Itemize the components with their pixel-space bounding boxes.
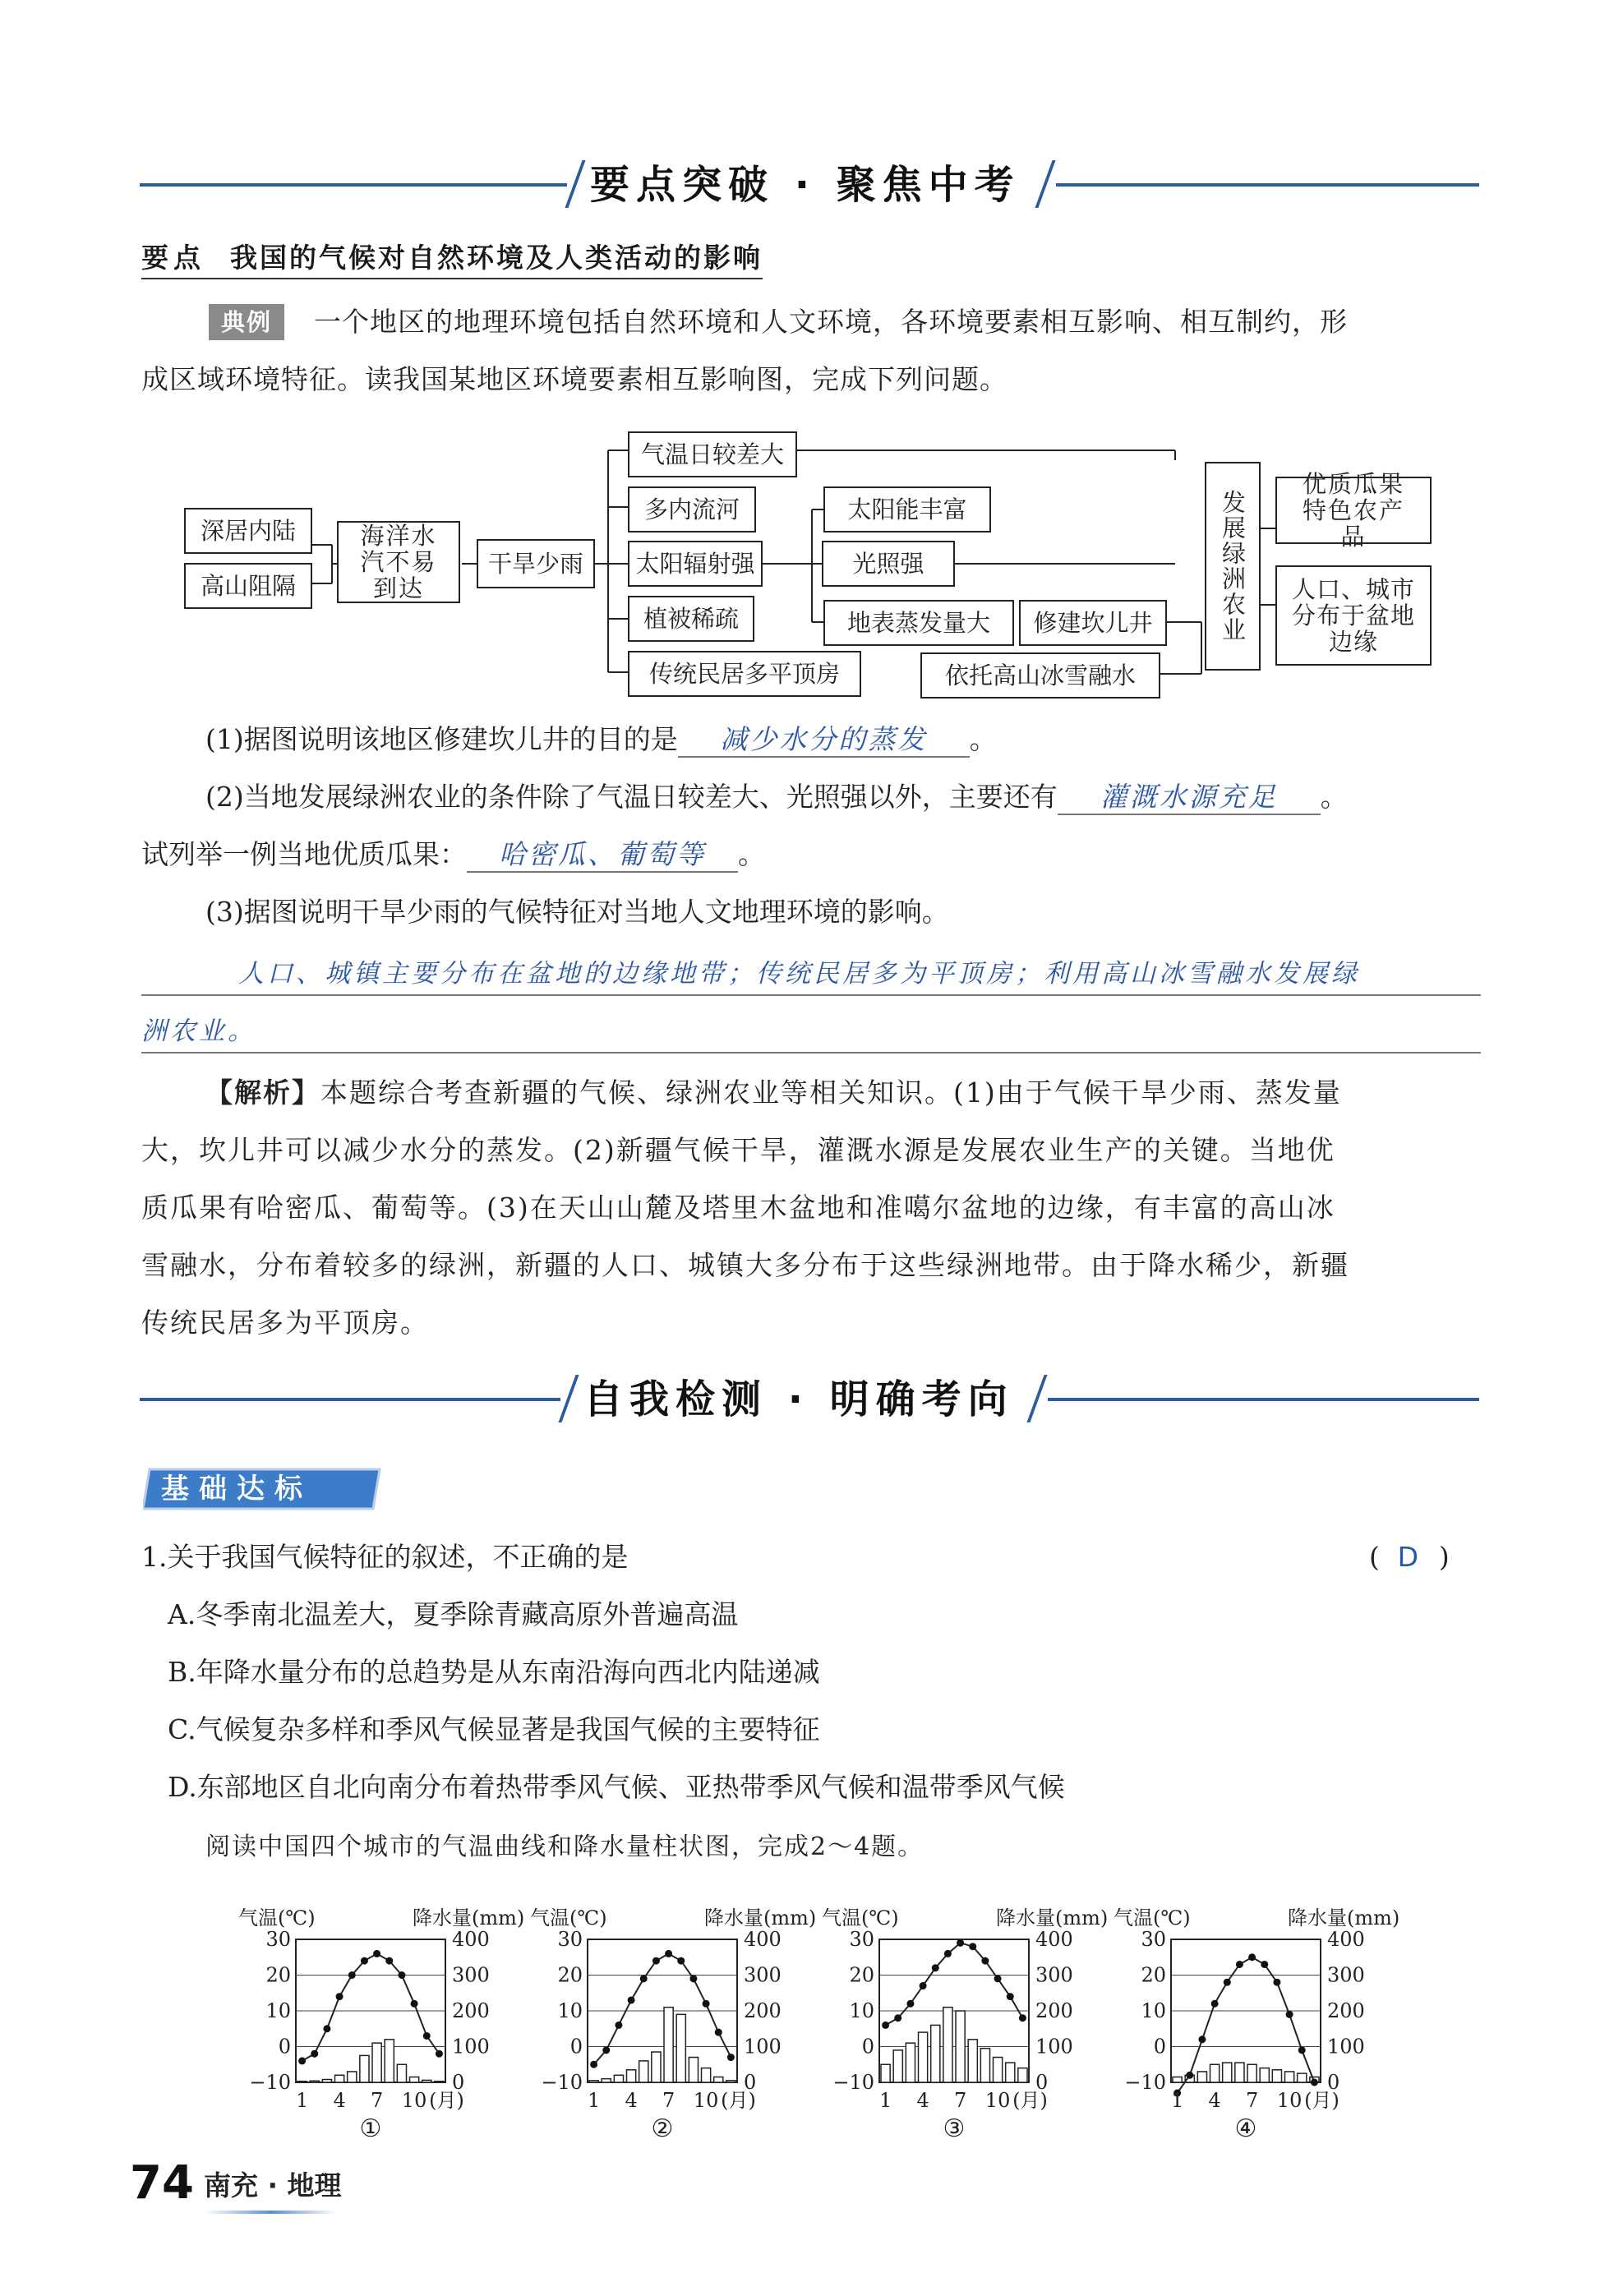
box-vegetation: 植被稀疏: [628, 596, 754, 642]
box-karez: 修建坎儿井: [1019, 600, 1167, 646]
month-tick-label: 1: [295, 2089, 309, 2112]
question-1: [205, 723, 997, 758]
mc1-answer: D: [1397, 1541, 1422, 1573]
mc1-answer-paren: [1369, 1541, 1450, 1574]
precip-bar: [1298, 2073, 1307, 2082]
precip-bar: [335, 2075, 344, 2082]
temperature-line: [302, 1953, 440, 2061]
precip-axis-title: 降水量(mm): [1288, 1906, 1400, 1929]
q2b-suffix: 。: [738, 838, 765, 870]
precip-bar: [614, 2075, 623, 2082]
temperature-point: [411, 2000, 418, 2008]
precip-bar: [906, 2043, 915, 2082]
precip-bar: [310, 2081, 319, 2082]
precip-bar: [1018, 2068, 1027, 2082]
precip-tick-label: 200: [1035, 1999, 1073, 2022]
month-tick-label: 10: [984, 2089, 1011, 2112]
temp-tick-label: 30: [265, 1928, 291, 1951]
temperature-point: [1198, 2036, 1206, 2043]
climate-charts: [0, 1874, 1600, 2169]
precip-tick-label: 300: [744, 1963, 782, 1987]
precip-bar: [968, 2040, 977, 2082]
temp-tick-label: −10: [832, 2071, 874, 2094]
q2b-answer: 哈密瓜、葡萄等: [499, 838, 706, 870]
precip-axis-title: 降水量(mm): [413, 1906, 525, 1929]
temperature-line: [594, 1953, 731, 2064]
basics-tag-label: 基础达标: [161, 1473, 312, 1505]
section-header-2: [140, 1371, 1479, 1428]
temp-tick-label: 0: [569, 2035, 583, 2059]
mc1-stem: 1.关于我国气候特征的叙述，不正确的是: [141, 1541, 629, 1573]
temp-tick-label: 30: [557, 1928, 583, 1951]
temperature-point: [423, 2032, 431, 2040]
month-tick-label: 10: [1276, 2089, 1303, 2112]
mc1-paren-open: (: [1369, 1541, 1380, 1573]
precip-tick-label: 400: [744, 1928, 782, 1951]
box-rivers: 多内流河: [628, 486, 756, 533]
temperature-point: [727, 2054, 735, 2061]
temp-tick-label: 30: [1141, 1928, 1166, 1951]
precip-bar: [943, 2008, 952, 2082]
temp-axis-title: 气温(℃): [822, 1906, 899, 1929]
box-dry: 干旱少雨: [477, 539, 595, 588]
q2-prefix: (2)当地发展绿洲农业的条件除了气温日较差大、光照强以外，主要还有: [205, 781, 1058, 813]
temperature-point: [298, 2057, 306, 2064]
precip-tick-label: 100: [1035, 2035, 1073, 2059]
temperature-point: [920, 1982, 927, 1989]
q2b-blank: [467, 838, 738, 873]
precip-tick-label: 200: [744, 1999, 782, 2022]
header-rule-right: [1048, 1398, 1479, 1401]
precip-bar: [372, 2043, 381, 2082]
mc1-option-a: A.冬季南北温差大，夏季除青藏高原外普遍高温: [168, 1598, 739, 1630]
example-line-2: 成区域环境特征。读我国某地区环境要素相互影响图，完成下列问题。: [141, 363, 1007, 395]
header-slash-right: [1026, 1375, 1047, 1422]
keypoint-label: 要点: [141, 242, 205, 274]
temp-tick-label: 0: [278, 2035, 291, 2059]
precip-bar: [639, 2061, 648, 2082]
precip-bar: [689, 2058, 698, 2082]
box-radiation: 太阳辐射强: [628, 541, 763, 587]
temperature-point: [957, 1939, 964, 1947]
precip-bar: [919, 2032, 928, 2082]
q2-blank: [1058, 781, 1321, 815]
q2-suffix: 。: [1320, 781, 1348, 813]
precip-tick-label: 0: [452, 2071, 465, 2094]
temp-tick-label: 20: [557, 1963, 583, 1987]
precip-bar: [676, 2014, 685, 2082]
q1-suffix: 。: [969, 723, 997, 755]
precip-bar: [726, 2081, 735, 2082]
temperature-point: [1007, 1993, 1014, 2000]
temperature-point: [944, 1950, 952, 1957]
precip-bar: [702, 2068, 711, 2082]
page-number: 74: [130, 2156, 194, 2210]
precip-tick-label: 400: [1035, 1928, 1073, 1951]
temperature-point: [385, 1957, 393, 1965]
temp-tick-label: 10: [849, 1999, 874, 2022]
precip-tick-label: 300: [1327, 1963, 1365, 1987]
temperature-point: [932, 1964, 939, 1971]
box-evaporation: 地表蒸发量大: [823, 600, 1014, 646]
chart-number-label: ③: [943, 2114, 966, 2143]
q1-prefix: (1)据图说明该地区修建坎儿井的目的是: [205, 723, 678, 755]
precip-bar: [664, 2008, 673, 2082]
temperature-point: [398, 1971, 405, 1979]
box-inland: 深居内陆: [184, 508, 312, 554]
temp-tick-label: 0: [1153, 2035, 1166, 2059]
section-title-1: 要点突破 · 聚焦中考: [590, 162, 1021, 208]
temperature-point: [1273, 1979, 1280, 1986]
temperature-point: [906, 2000, 914, 2008]
temperature-point: [1211, 2000, 1219, 2008]
analysis-line-2: 大，坎儿井可以减少水分的蒸发。(2)新疆气候干旱，灌溉水源是发展农业生产的关键。当地优: [141, 1134, 1335, 1166]
basics-tag: [143, 1468, 381, 1510]
question-3: (3)据图说明干旱少雨的气候特征对当地人文地理环境的影响。: [205, 896, 949, 928]
precip-bar: [1235, 2063, 1244, 2082]
q3-answer-line-2: 洲农业。: [141, 1017, 256, 1046]
month-unit-label: (月): [1304, 2089, 1339, 2112]
box-glacier: 依托高山冰雪融水: [920, 652, 1160, 698]
precip-bar: [1247, 2064, 1256, 2082]
chart-number-label: ④: [1234, 2114, 1257, 2143]
precip-bar: [397, 2064, 406, 2082]
temperature-point: [1186, 2072, 1193, 2079]
temp-tick-label: 30: [849, 1928, 874, 1951]
read-prompt: 阅读中国四个城市的气温曲线和降水量柱状图，完成2～4题。: [205, 1833, 924, 1861]
temperature-point: [994, 1975, 1002, 1982]
precip-bar: [980, 2049, 989, 2082]
chart-number-label: ②: [651, 2114, 674, 2143]
temperature-point: [1286, 2011, 1293, 2018]
book-title: 南充 · 地理: [204, 2169, 342, 2201]
q2b-prefix: 试列举一例当地优质瓜果：: [141, 838, 467, 870]
footer-accent: [205, 2211, 337, 2214]
mc1-option-b: B.年降水量分布的总趋势是从东南沿海向西北内陆递减: [168, 1656, 820, 1688]
mc1-option-d: D.东部地区自北向南分布着热带季风气候、亚热带季风气候和温带季风气候: [168, 1771, 1065, 1803]
temperature-point: [1311, 2079, 1318, 2086]
temperature-point: [1248, 1953, 1256, 1961]
precip-bar: [627, 2070, 636, 2082]
precip-bar: [956, 2011, 965, 2082]
precip-bar: [1173, 2077, 1182, 2082]
precip-bar: [322, 2080, 331, 2082]
month-tick-label: 1: [587, 2089, 601, 2112]
month-tick-label: 7: [662, 2089, 676, 2112]
precip-tick-label: 100: [452, 2035, 490, 2059]
temperature-point: [436, 2050, 443, 2058]
q3-answer-line-2-rule: [141, 1052, 1481, 1053]
precip-bar: [1223, 2063, 1232, 2082]
precip-bar: [1285, 2072, 1294, 2082]
temperature-point: [1224, 1979, 1231, 1986]
precip-bar: [881, 2064, 890, 2082]
precip-axis-title: 降水量(mm): [704, 1906, 817, 1929]
month-tick-label: 4: [1208, 2089, 1221, 2112]
temperature-point: [336, 1993, 344, 2000]
precip-bar: [385, 2040, 394, 2082]
example-line-1: 一个地区的地理环境包括自然环境和人文环境，各环境要素相互影响、相互制约，形: [314, 306, 1348, 338]
temperature-point: [1236, 1961, 1243, 1968]
temp-axis-title: 气温(℃): [238, 1906, 316, 1929]
q1-blank: [678, 723, 970, 758]
precip-axis-title: 降水量(mm): [996, 1906, 1109, 1929]
temperature-point: [882, 2022, 889, 2029]
temp-tick-label: 0: [861, 2035, 874, 2059]
temp-axis-title: 气温(℃): [1114, 1906, 1191, 1929]
header-rule-left: [140, 1398, 560, 1401]
temp-axis-title: 气温(℃): [530, 1906, 607, 1929]
month-unit-label: (月): [721, 2089, 756, 2112]
header-slash-left: [558, 1375, 579, 1422]
chart-number-label: ①: [359, 2114, 382, 2143]
temperature-point: [1261, 1961, 1268, 1968]
temperature-point: [969, 1943, 976, 1950]
temperature-point: [981, 1957, 989, 1965]
temperature-point: [348, 1971, 356, 1979]
analysis-text-1: 本题综合考查新疆的气候、绿洲农业等相关知识。(1)由于气候干旱少雨、蒸发量: [320, 1077, 1342, 1109]
precip-bar: [1210, 2064, 1220, 2082]
analysis-line-3: 质瓜果有哈密瓜、葡萄等。(3)在天山山麓及塔里木盆地和准噶尔盆地的边缘，有丰富的高山冰: [141, 1192, 1335, 1224]
precip-bar: [994, 2058, 1003, 2082]
q3-answer-line-1-rule: [141, 994, 1481, 996]
precip-tick-label: 0: [1327, 2071, 1340, 2094]
temp-tick-label: 20: [265, 1963, 291, 1987]
month-tick-label: 4: [625, 2089, 638, 2112]
temperature-point: [652, 1957, 660, 1965]
temperature-point: [373, 1950, 380, 1957]
temp-tick-label: 20: [849, 1963, 874, 1987]
temperature-point: [640, 1975, 648, 1982]
precip-tick-label: 200: [1327, 1999, 1365, 2022]
analysis-line-4: 雪融水，分布着较多的绿洲，新疆的人口、城镇大多分布于这些绿洲地带。由于降水稀少，新疆: [141, 1249, 1349, 1281]
box-moisture: 海洋水汽不易到达: [337, 521, 460, 603]
month-tick-label: 10: [693, 2089, 719, 2112]
temp-tick-label: −10: [1124, 2071, 1166, 2094]
month-tick-label: 1: [1170, 2089, 1184, 2112]
month-tick-label: 7: [1245, 2089, 1259, 2112]
box-solar: 太阳能丰富: [823, 486, 991, 533]
temperature-point: [1298, 2046, 1306, 2054]
analysis-line-5: 传统民居多为平顶房。: [141, 1307, 429, 1339]
box-sunlight: 光照强: [822, 541, 955, 587]
temperature-point: [590, 2061, 597, 2068]
box-melons: 优质瓜果特色农产品: [1275, 477, 1432, 544]
precip-bar: [348, 2072, 357, 2082]
temperature-point: [689, 1975, 697, 1982]
q2-answer: 灌溉水源充足: [1100, 781, 1278, 813]
precip-bar: [410, 2077, 419, 2082]
month-tick-label: 4: [916, 2089, 929, 2112]
month-tick-label: 1: [878, 2089, 892, 2112]
precip-bar: [931, 2025, 940, 2082]
precip-bar: [589, 2081, 598, 2082]
precip-bar: [1006, 2063, 1015, 2082]
q3-answer-line-1: 人口、城镇主要分布在盆地的边缘地带；传统民居多为平顶房；利用高山冰雪融水发展绿: [238, 959, 1360, 989]
precip-tick-label: 0: [1035, 2071, 1049, 2094]
temperature-point: [615, 2022, 622, 2029]
precip-tick-label: 100: [1327, 2035, 1365, 2059]
example-tag: 典例: [209, 304, 284, 340]
month-unit-label: (月): [429, 2089, 464, 2112]
box-temp-diff: 气温日较差大: [628, 431, 797, 477]
temperature-point: [703, 2000, 710, 2008]
question-2: [205, 781, 1348, 815]
temperature-point: [1019, 2014, 1026, 2022]
temperature-point: [361, 1957, 368, 1965]
temp-tick-label: 10: [265, 1999, 291, 2022]
temperature-point: [715, 2029, 722, 2036]
temperature-point: [894, 2014, 901, 2022]
analysis-label: 【解析】: [205, 1077, 320, 1109]
precip-bar: [1272, 2070, 1281, 2082]
analysis-line-1: [205, 1077, 1342, 1109]
temperature-point: [677, 1957, 685, 1965]
temperature-point: [602, 2046, 610, 2054]
temp-tick-label: −10: [541, 2071, 583, 2094]
precip-bar: [422, 2080, 431, 2082]
box-population: 人口、城市分布于盆地边缘: [1275, 565, 1432, 666]
q1-answer: 减少水分的蒸发: [720, 723, 928, 755]
month-tick-label: 7: [370, 2089, 384, 2112]
temperature-point: [323, 2025, 330, 2032]
precip-bar: [652, 2052, 661, 2082]
precip-tick-label: 0: [744, 2071, 757, 2094]
precip-tick-label: 100: [744, 2035, 782, 2059]
temperature-point: [311, 2050, 318, 2058]
precip-bar: [714, 2077, 723, 2082]
month-unit-label: (月): [1012, 2089, 1048, 2112]
keypoint-text: 我国的气候对自然环境及人类活动的影响: [230, 242, 763, 274]
precip-tick-label: 300: [452, 1963, 490, 1987]
temp-tick-label: 10: [1141, 1999, 1166, 2022]
month-tick-label: 10: [401, 2089, 427, 2112]
temperature-point: [665, 1950, 672, 1957]
precip-tick-label: 400: [452, 1928, 490, 1951]
precip-tick-label: 200: [452, 1999, 490, 2022]
temperature-point: [628, 1996, 635, 2003]
box-flat-roof: 传统民居多平顶房: [628, 651, 861, 697]
precip-tick-label: 400: [1327, 1928, 1365, 1951]
box-oasis: 发展绿洲农业: [1205, 462, 1261, 671]
question-2b: [141, 838, 765, 873]
precip-bar: [1197, 2072, 1206, 2082]
mc1-paren-close: ): [1438, 1541, 1450, 1573]
precip-bar: [360, 2055, 369, 2082]
month-tick-label: 4: [333, 2089, 346, 2112]
mc1-option-c: C.气候复杂多样和季风气候显著是我国气候的主要特征: [168, 1713, 820, 1745]
box-mountains: 高山阻隔: [184, 563, 312, 609]
precip-tick-label: 300: [1035, 1963, 1073, 1987]
precip-bar: [602, 2079, 611, 2082]
temp-tick-label: 10: [557, 1999, 583, 2022]
section-title-2: 自我检测 · 明确考向: [583, 1376, 1014, 1422]
temp-tick-label: 20: [1141, 1963, 1166, 1987]
precip-bar: [1260, 2068, 1269, 2082]
temp-tick-label: −10: [249, 2071, 291, 2094]
temperature-line: [886, 1943, 1023, 2025]
month-tick-label: 7: [953, 2089, 967, 2112]
precip-bar: [893, 2050, 902, 2082]
